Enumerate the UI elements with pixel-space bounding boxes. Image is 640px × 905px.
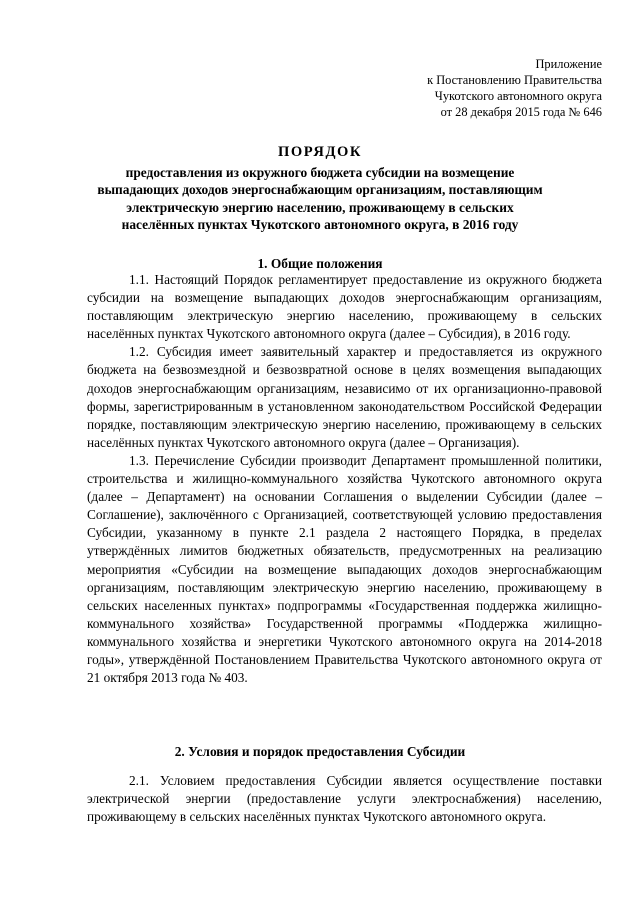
appendix-line: Приложение xyxy=(535,57,602,71)
section-2-heading: 2. Условия и порядок предоставления Субсидии xyxy=(174,744,466,759)
section-1-heading: 1. Общие положения xyxy=(257,256,383,271)
appendix-block xyxy=(372,56,602,120)
title-subtitle xyxy=(60,164,580,234)
paragraph-1-2: 1.2. Субсидия имеет заявительный характер и предоставляется из окружного бюджета на безвозмездной и безвозвратной основе в целях возмещения выпадающих доходов энергоснабжающим организациям, независимо от их организационно-правовой формы, зарегистрированным в установленном законодательством Российской Федерации порядке, поставляющим электрическую энергию населению, проживающему в сельских населённых пунктах Чукотского автономного округа (далее – Организация). xyxy=(87,344,602,450)
paragraph-2-1: 2.1. Условием предоставления Субсидии является осуществление поставки электрической энергии (предоставление услуги электроснабжения) населению, проживающему в сельских населённых пунктах Чукотского автономного округа. xyxy=(87,773,602,825)
title-line: предоставления из окружного бюджета субсидии на возмещение xyxy=(125,164,515,180)
title-line: населённых пунктах Чукотского автономного округа, в 2016 году xyxy=(121,217,519,232)
appendix-line: к Постановлению Правительства xyxy=(427,73,602,87)
appendix-line: от 28 декабря 2015 года № 646 xyxy=(440,105,602,119)
paragraph-1-1: 1.1. Настоящий Порядок регламентирует предоставление из окружного бюджета субсидии на возмещение выпадающих доходов энергоснабжающим организациям, поставляющим электрическую энергию населению, проживающему в сельских населённых пунктах Чукотского автономного округа (далее – Субсидия), в 2016 году. xyxy=(87,272,602,342)
title-line: электрическую энергию населению, проживающему в сельских xyxy=(126,199,514,215)
appendix-line: Чукотского автономного округа xyxy=(434,89,602,103)
section-2-body xyxy=(87,772,602,826)
paragraph-1-3: 1.3. Перечисление Субсидии производит Департамент промышленной политики, строительства и жилищно-коммунального хозяйства Чукотского автономного округа (далее – Департамент) на основании Соглашения о выделении Субсидии (далее – Соглашение), заключённого с Организацией, соответствующей условию предоставления Субсидии, указанному в пункте 2.1 раздела 2 настоящего Порядка, в пределах утверждённых лимитов бюджетных обязательств, предусмотренных на реализацию мероприятия «Субсидии на возмещение выпадающих доходов энергоснабжающим организациям, поставляющим электрическую энергию населению, проживающему в сельских населенных пунктах» подпрограммы «Государственная поддержка жилищно-коммунального хозяйства» Государственной программы «Поддержка жилищно-коммунального хозяйства и энергетики Чукотского автономного округа на 2014-2018 годы», утверждённой Постановлением Правительства Чукотского автономного округа от 21 октября 2013 года № 403. xyxy=(87,452,602,686)
title-main: ПОРЯДОК xyxy=(278,144,362,160)
document-title xyxy=(60,144,580,234)
title-line: выпадающих доходов энергоснабжающим организациям, поставляющим xyxy=(97,182,543,197)
section-1-body xyxy=(87,271,602,687)
